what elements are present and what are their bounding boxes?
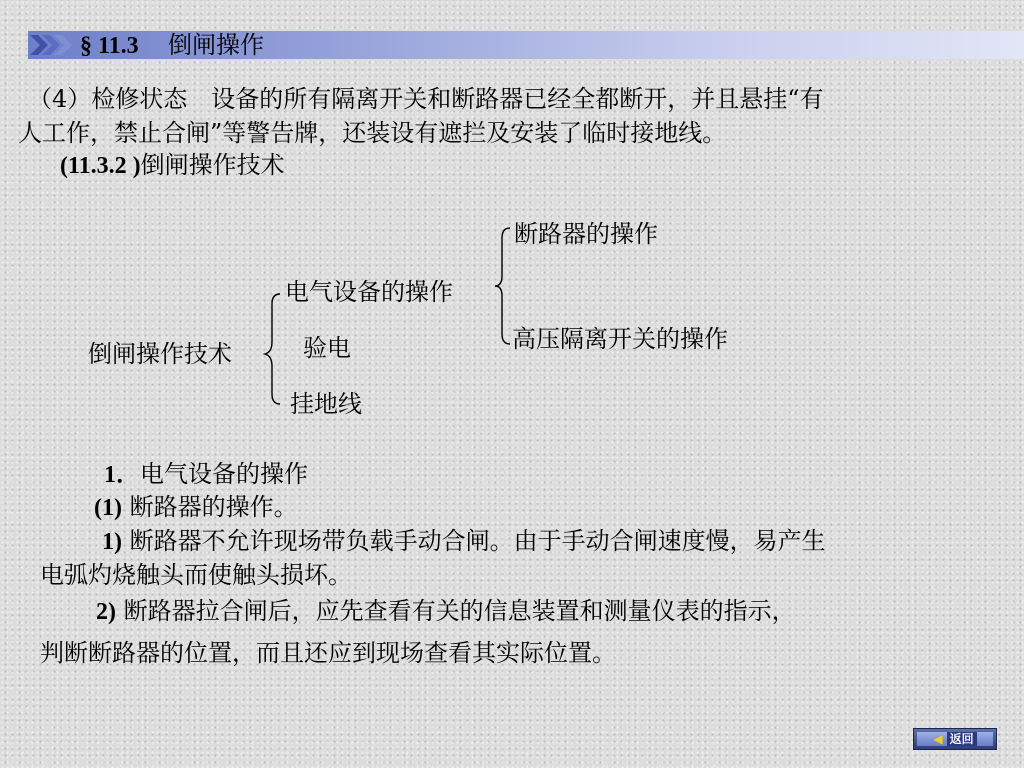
brace-left-icon xyxy=(262,292,284,406)
body-heading-number: 1． xyxy=(104,462,140,488)
diagram-root: 倒闸操作技术 xyxy=(88,340,232,368)
diagram-node-disconnector-operation: 高压隔离开关的操作 xyxy=(512,325,728,353)
intro-line-1: （4）检修状态 设备的所有隔离开关和断路器已经全都断开，并且悬挂“有 xyxy=(28,85,824,113)
diagram-node-equipment-operation: 电气设备的操作 xyxy=(285,278,453,306)
body-item-1-number: 1) xyxy=(102,529,122,555)
body-item-2-text: 断路器拉合闸后，应先查看有关的信息装置和测量仪表的指示， xyxy=(116,597,796,625)
section-number: § 11.3 xyxy=(80,33,139,59)
subsection-heading xyxy=(60,148,285,183)
body-heading xyxy=(104,457,308,492)
subsection-number: (11.3.2 ) xyxy=(60,153,141,179)
body-item-1-text: 断路器不允许现场带负载手动合闸。由于手动合闸速度慢，易产生 xyxy=(122,527,826,555)
body-item-2 xyxy=(96,594,796,629)
page-title xyxy=(80,30,264,61)
left-arrow-icon: ◀ xyxy=(933,732,943,746)
subsection-title: 倒闸操作技术 xyxy=(140,151,285,179)
intro-line-2: 人工作，禁止合闸”等警告牌，还装设有遮拦及安装了临时接地线。 xyxy=(18,119,727,147)
body-subheading xyxy=(94,490,298,525)
body-item-1 xyxy=(102,524,826,559)
return-button-label: 返回 xyxy=(947,732,977,746)
body-subheading-text: 断路器的操作。 xyxy=(121,493,298,521)
section-title: 倒闸操作 xyxy=(167,31,264,59)
return-button-face xyxy=(917,732,993,746)
brace-right-icon xyxy=(492,226,514,346)
body-item-2-continued: 判断断路器的位置，而且还应到现场查看其实际位置。 xyxy=(40,639,616,667)
body-subheading-number: (1) xyxy=(94,495,122,521)
body-item-1-continued: 电弧灼烧触头而使触头损坏。 xyxy=(40,561,352,589)
diagram-node-voltage-test: 验电 xyxy=(303,334,351,362)
body-heading-text: 电气设备的操作 xyxy=(140,460,308,488)
diagram-node-grounding: 挂地线 xyxy=(290,390,362,418)
diagram-node-breaker-operation: 断路器的操作 xyxy=(514,220,658,248)
chevron-right-icon xyxy=(30,33,74,57)
return-button[interactable] xyxy=(913,728,997,750)
body-item-2-number: 2) xyxy=(96,599,116,625)
